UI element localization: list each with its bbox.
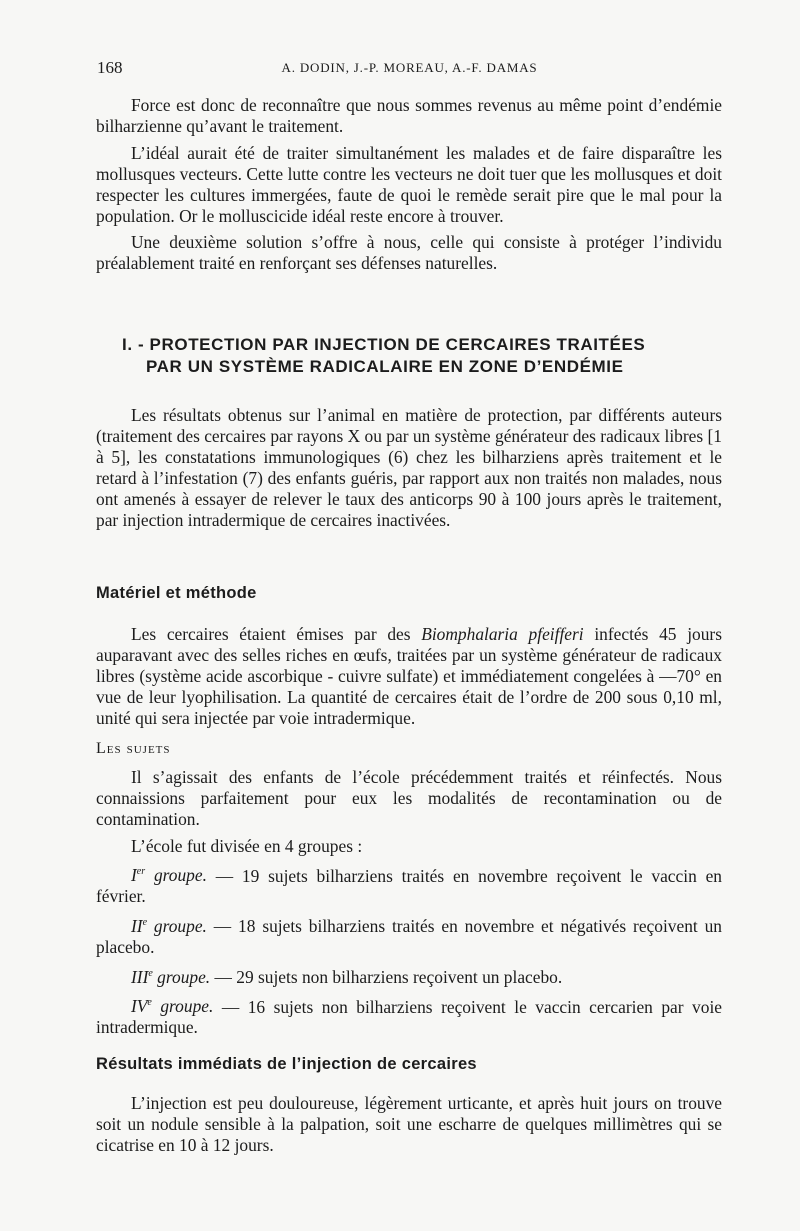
intro-block [96, 95, 722, 280]
materiel-paragraph [96, 624, 722, 729]
group-1-text: — 19 sujets bilharziens traités en novembre reçoivent le vaccin en février. [96, 865, 722, 907]
group-4-text: — 16 sujets non bilharziens reçoivent le vaccin cercarien par voie intradermique. [96, 996, 722, 1038]
section-1-paragraph: Les résultats obtenus sur l’animal en matière de protection, par différents auteurs (traitement des cercaires par rayons X ou par un système générateur des radicaux libres [1 à 5], les constatations immunologiques (6) chez les bilharziens après traitement et le retard à l’infestation (7) des enfants guéris, par rapport aux non traités non malades, nous ont amenés à essayer de relever le taux des anticorps 90 à 100 jours après le traitement, par injection intradermique de cercaires inactivées. [96, 405, 722, 530]
intro-paragraph-2: L’idéal aurait été de traiter simultanément les malades et de faire disparaître les mollusques vecteurs. Cette lutte contre les vecteurs ne doit tuer que les mollusques et doit respecter les cultures immergées, faute de quoi le remède serait pire que le mal pour la population. Or le molluscicide idéal reste encore à trouver. [96, 142, 722, 226]
section-1-title-line-1: I. - PROTECTION PAR INJECTION DE CERCAIRES TRAITÉES [122, 335, 646, 354]
group-2-label: IIe groupe. [131, 916, 207, 937]
resultats-heading: Résultats immédiats de l’injection de cercaires [96, 1055, 477, 1073]
materiel-text-after: infectés 45 jours auparavant avec des selles riches en œufs, traitées par un système générateur de radicaux libres (système acide ascorbique - cuivre sulfate) et immédiatement congelées à —70° en vue de leur lyophilisation. La quantité de cercaires était de l’ordre de 200 sous 0,10 ml, unité qui sera injectée par voie intradermique. [96, 624, 722, 728]
group-2-text: — 18 sujets bilharziens traités en novembre et négativés reçoivent un placebo. [96, 916, 722, 957]
group-1 [96, 863, 722, 908]
section-1-title [96, 334, 722, 378]
section-1-body [96, 405, 722, 536]
group-4-label: IVe groupe. [131, 996, 214, 1017]
materiel-body [96, 624, 722, 735]
sujets-paragraph-2: L’école fut divisée en 4 groupes : [131, 835, 363, 856]
group-4 [96, 994, 722, 1039]
materiel-heading: Matériel et méthode [96, 584, 257, 602]
group-1-label: Ier groupe. [131, 865, 207, 886]
group-3 [96, 964, 722, 988]
resultats-body [96, 1093, 722, 1162]
resultats-paragraph: L’injection est peu douloureuse, légèrement urticante, et après huit jours on trouve soit un nodule sensible à la palpation, soit une escharre de quelques millimètres qui se cicatrise en 10 à 12 jours. [96, 1093, 722, 1155]
intro-paragraph-3: Une deuxième solution s’offre à nous, celle qui consiste à protéger l’individu préalablement traité en renforçant ses défenses naturelles. [96, 232, 722, 274]
section-1-title-line-2: PAR UN SYSTÈME RADICALAIRE EN ZONE D’ENDÉMIE [146, 357, 624, 376]
group-3-label: IIIe groupe. [131, 966, 211, 987]
materiel-text-before: Les cercaires étaient émises par des [131, 624, 422, 644]
group-3-text: — 29 sujets non bilharziens reçoivent un placebo. [210, 966, 563, 987]
running-head: A. DODIN, J.-P. MOREAU, A.-F. DAMAS [281, 60, 538, 75]
page-header [97, 58, 722, 80]
species-name: Biomphalaria pfeifferi [421, 624, 584, 644]
sujets-body [96, 767, 722, 1044]
sujets-heading: Les sujets [96, 740, 171, 757]
sujets-paragraph-1: Il s’agissait des enfants de l’école précédemment traités et réinfectés. Nous connaissions parfaitement pour eux les modalités de recontamination ou de contamination. [96, 767, 722, 829]
group-2 [96, 913, 722, 958]
intro-paragraph-1: Force est donc de reconnaître que nous sommes revenus au même point d’endémie bilharzienne qu’avant le traitement. [96, 95, 722, 136]
page-number: 168 [97, 58, 123, 77]
